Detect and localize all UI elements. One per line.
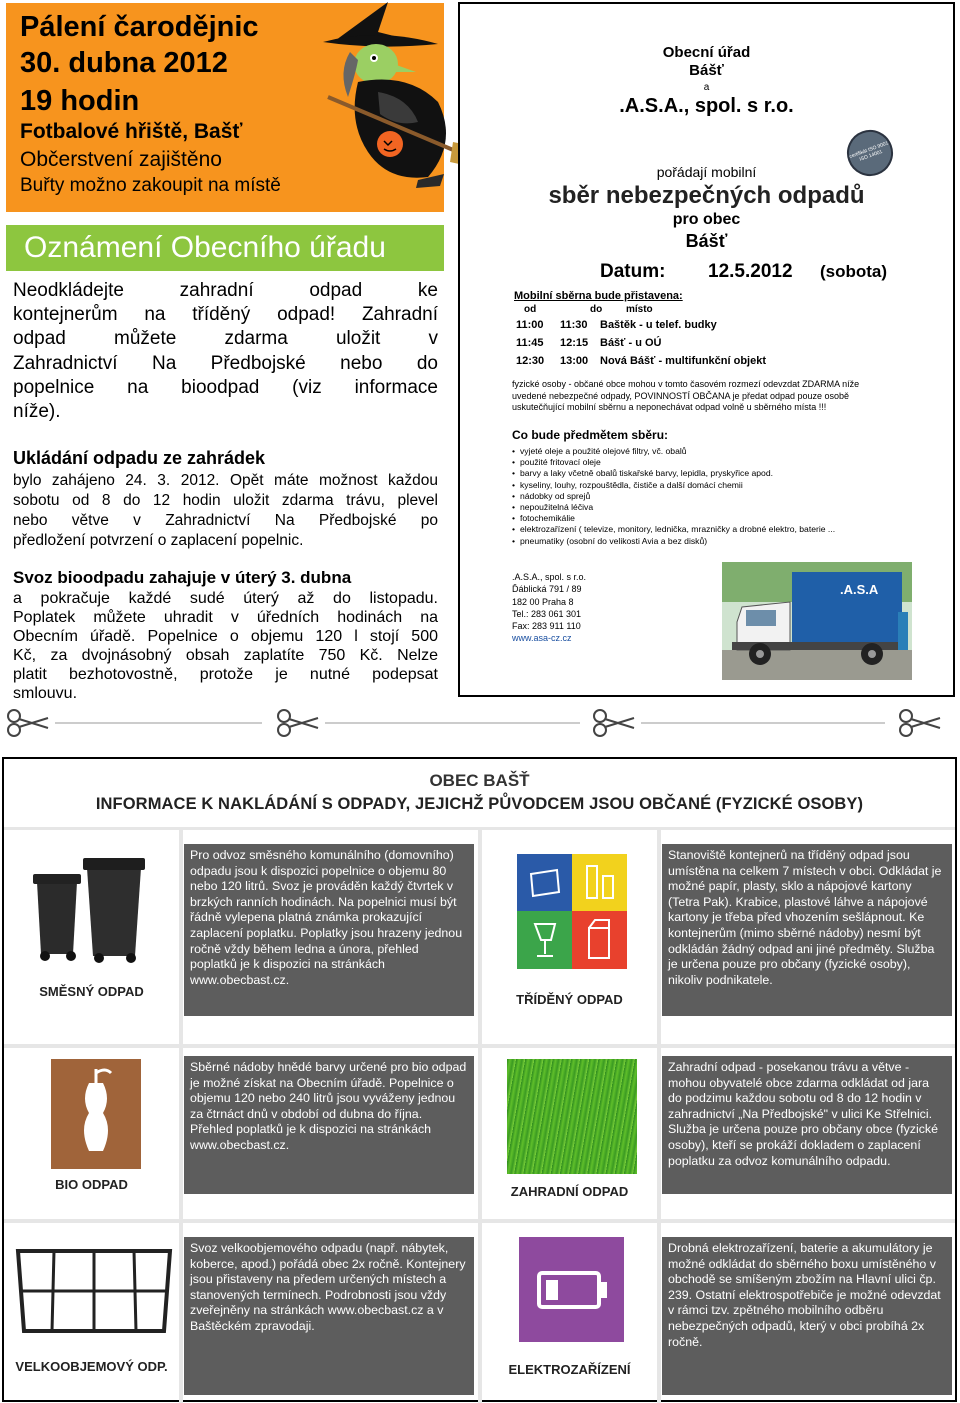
text-line: bylo zahájeno 24. 3. 2012. Opět máte možnost každou: [13, 472, 438, 489]
flyer-org-town: Bášť: [689, 62, 724, 79]
flyer-for-town: pro obec: [672, 211, 741, 228]
text-line: kontejnerům na tříděný odpad! Zahradní: [13, 304, 438, 325]
list-item: • nádobky od sprejů: [512, 491, 922, 502]
label-mixed-waste: SMĚSNÝ ODPAD: [39, 984, 144, 999]
event-title: Pálení čarodějnic: [20, 11, 259, 43]
text-line: fyzické osoby - občané obce mohou v tomto časovém rozmezí odevzdat ZDARMA níže: [512, 379, 860, 389]
text-bio-waste: Sběrné nádoby hnědé barvy určené pro bio odpad je možné získat na Obecním úřadě. Popelnice o objemu 120 nebo 240 litrů jsou vyváženy jednou za čtrnáct dnů v období od dubna do října. Přehled poplatků je k dispozici na stránkách www.obecbast.cz.: [184, 1056, 474, 1194]
text-line: odpad můžete zdarma uložit v: [13, 328, 438, 349]
divider: [478, 827, 482, 1403]
text-line: platit bezhotovostně, protože je nutné podepsat: [13, 666, 438, 683]
list-item: • nepoužitelná léčiva: [512, 502, 922, 513]
scissors-icon: [594, 710, 634, 736]
cut-line: [0, 702, 960, 742]
waste-bins-icon: [29, 854, 154, 964]
company-address: [512, 571, 682, 645]
schedule-to: 11:30: [560, 319, 588, 331]
notice-header: Oznámení Obecního úřadu: [6, 225, 444, 271]
flyer-date-day: (sobota): [820, 262, 888, 281]
label-sorted-waste: TŘÍDĚNÝ ODPAD: [516, 992, 623, 1007]
list-item: • vyjeté oleje a použité olejové filtry, vč. obalů: [512, 446, 922, 457]
flyer-org-company: .A.S.A., spol. s r.o.: [619, 95, 794, 117]
scissors-icon: [900, 710, 940, 736]
battery-icon: [519, 1237, 624, 1342]
info-subtitle: INFORMACE K NAKLÁDÁNÍ S ODPADY, JEJICHŽ PŮVODCEM JSOU OBČANÉ (FYZICKÉ OSOBY): [95, 795, 864, 813]
scissors-icon: [8, 710, 48, 736]
paragraph-title: Svoz bioodpadu zahajuje v úterý 3. dubna: [13, 568, 352, 587]
address-line: www.asa-cz.cz: [512, 633, 572, 644]
label-garden-waste: ZAHRADNÍ ODPAD: [510, 1184, 629, 1199]
paragraph-title: Ukládání odpadu ze zahrádek: [13, 448, 266, 468]
text-line: smlouvu.: [13, 685, 78, 702]
text-mixed-waste: Pro odvoz směsného komunálního (domovního) odpadu jsou k dispozici popelnice o objemu 80 nebo 120 litrů. Svoz je prováděn každý čtvrtek v brzkých ranních hodinách. Na popelnici musí být řádně vylepena platná známka prokazující zaplacení poplatku. Poplatky jsou hrazeny jednou ročně vždy během ledna a února, přehled poplatků je k dispozici na stránkách www.obecbast.cz.: [184, 844, 474, 1016]
event-date: 30. dubna 2012: [20, 47, 228, 79]
schedule-from: 11:45: [516, 337, 544, 349]
flyer-town: Bášť: [685, 231, 728, 251]
flyer-date-label: Datum:: [600, 261, 666, 282]
text-line: uvedené nebezpečné odpady, POVINNOSTÍ OBČANA je předat odpad pouze osobě: [512, 390, 850, 401]
divider: [179, 827, 183, 1403]
list-item: • pneumatiky (osobní do velikosti Avia a bez disků): [512, 536, 922, 547]
event-refreshment: Občerstvení zajištěno: [20, 148, 222, 171]
text-bulky-waste: Svoz velkoobjemového odpadu (např. nábytek, koberce, apod.) pořádá obec 2x ročně. Kontejnery jsou přistaveny na předem určených místech a stanovených termínech. Podrobnosti jsou vždy zveřejněny na stránkách www.obecbast.cz a v Baštěckém zpravodaji.: [184, 1237, 474, 1395]
items-list: [512, 446, 922, 547]
divider: [657, 827, 661, 1403]
text-line: uskutečňující mobilní sběrnu a neponechávat odpad volně u sběrného místa !!!: [512, 402, 827, 412]
waste-info-sheet: [2, 757, 957, 1402]
address-line: Fax: 283 911 110: [512, 621, 581, 632]
address-line: Tel.: 283 061 301: [512, 608, 582, 619]
text-electro-waste: Drobná elektrozařízení, baterie a akumulátory je možné odkládat do sběrného boxu umístěného v obchodě se smíšeným zbožím na Hlavní ulici čp. 239. Ostatní elektrospotřebiče je možné odevzdat v rámci tzv. zpětného mobilního odběru nebezpečných odpadů, který v obci probíhá 2x ročně.: [662, 1237, 952, 1395]
list-item: • fotochemikálie: [512, 513, 922, 524]
text-line: níže).: [13, 401, 61, 422]
stamp-text: certifikát ISO 9001 ISO 14001: [848, 140, 890, 163]
label-electro-waste: ELEKTROZAŘÍZENÍ: [508, 1362, 631, 1377]
text-line: popelnice na bioodpad (viz informace: [13, 377, 438, 398]
label-bio-waste: BIO ODPAD: [55, 1177, 128, 1192]
text-line: Obecním úřadě. Popelnice o objemu 120 l stojí 500: [13, 628, 438, 645]
address-line: 182 00 Praha 8: [512, 596, 574, 607]
flyer-and: a: [703, 82, 710, 93]
schedule-to: 13:00: [560, 355, 589, 367]
truck-brand-text: .A.S.A: [840, 582, 879, 597]
schedule-place: Baštěk - u telef. budky: [600, 319, 717, 331]
scissors-icon: [278, 710, 318, 736]
event-time: 19 hodin: [20, 85, 140, 117]
items-title: Co bude předmětem sběru:: [512, 428, 669, 442]
schedule-col-place: místo: [626, 304, 653, 315]
list-item: • barvy a laky včetně obalů tiskařské barvy, lepidla, pryskyřice apod.: [512, 468, 922, 479]
grass-photo: [507, 1059, 637, 1174]
info-title: OBEC BAŠŤ: [429, 771, 530, 790]
text-line: Poplatek můžete uhradit v úředních hodinách na: [13, 609, 438, 626]
event-sausages: Buřty možno zakoupit na místě: [20, 175, 281, 196]
schedule-place: Bášť - u OÚ: [600, 337, 662, 349]
list-item: • kyseliny, louhy, rozpouštědla, čističe a další domácí chemii: [512, 480, 922, 491]
list-item: • elektrozařízení ( televize, monitory, lednička, mrazničky a drobné elektro, baterie ...: [512, 524, 922, 535]
text-sorted-waste: Stanoviště kontejnerů na tříděný odpad jsou umístěna na celkem 7 místech v obci. Odkládat je možné papír, plasty, sklo a nápojové kartony (Tetra Pak). Krabice, plastové láhve a nápojové kartony je třeba před vhozením sešlápnout. Ke kontejnerům (mimo sběrné nádoby) nesmí být odkládán žádný odpad ani jiné předměty. Služba je určena pouze pro občany (fyzické osoby), nikoliv podnikatele.: [662, 844, 952, 1016]
text-line: sobotu od 8 do 12 hodin uložit zdarma trávu, plevel: [13, 492, 438, 509]
label-bulky-waste: VELKOOBJEMOVÝ ODP.: [15, 1359, 168, 1374]
event-place: Fotbalové hřiště, Bašť: [20, 120, 243, 143]
schedule-title: Mobilní sběrna bude přistavena:: [514, 290, 683, 302]
flyer-body: [512, 379, 922, 414]
schedule-from: 12:30: [516, 355, 545, 367]
address-line: .A.S.A., spol. s r.o.: [512, 572, 587, 582]
text-garden-waste: Zahradní odpad - posekanou trávu a větve - mohou obyvatelé obce zdarma odkládat od jara do podzimu každou sobotu od 8 do 12 hodin v zahradnictví „Na Předbojské" v ulici Ke Střelnici. Služba je určena pouze pro občany obce (fyzické osoby), kteří se prokáží dokladem o zaplacení poplatku za odvoz komunálního odpadu.: [662, 1056, 952, 1194]
text-line: nebo větve v Zahradnictví Na Předbojské po: [13, 512, 438, 529]
schedule-from: 11:00: [516, 319, 544, 331]
schedule-col-from: od: [524, 304, 537, 315]
schedule-col-to: do: [590, 304, 603, 315]
text-line: Kč, za dvojnásobný obsah zaplatíte 750 Kč. Nelze: [13, 647, 438, 664]
text-line: Zahradnictví Na Předbojské nebo do: [13, 353, 438, 374]
list-item: • použité fritovací oleje: [512, 457, 922, 468]
address-line: Ďáblická 791 / 89: [512, 584, 582, 595]
text-line: předložení potvrzení o zaplacení popelnic.: [13, 532, 304, 549]
schedule-place: Nová Bášť - multifunkční objekt: [600, 355, 767, 367]
text-line: Neodkládejte zahradní odpad ke: [13, 280, 438, 301]
container-icon: [14, 1241, 174, 1341]
sorted-waste-icon: [517, 854, 627, 969]
flyer-organize: pořádají mobilní: [656, 164, 757, 180]
apple-core-icon: [51, 1059, 141, 1169]
text-line: a pokračuje každé sudé úterý až do listopadu.: [13, 590, 438, 607]
hazardous-waste-flyer: [458, 2, 955, 697]
flyer-headline: sběr nebezpečných odpadů: [548, 182, 865, 209]
flyer-date-value: 12.5.2012: [708, 261, 793, 282]
schedule-to: 12:15: [560, 337, 589, 349]
flyer-org-office: Obecní úřad: [662, 44, 751, 61]
collection-truck-photo: [722, 562, 912, 680]
